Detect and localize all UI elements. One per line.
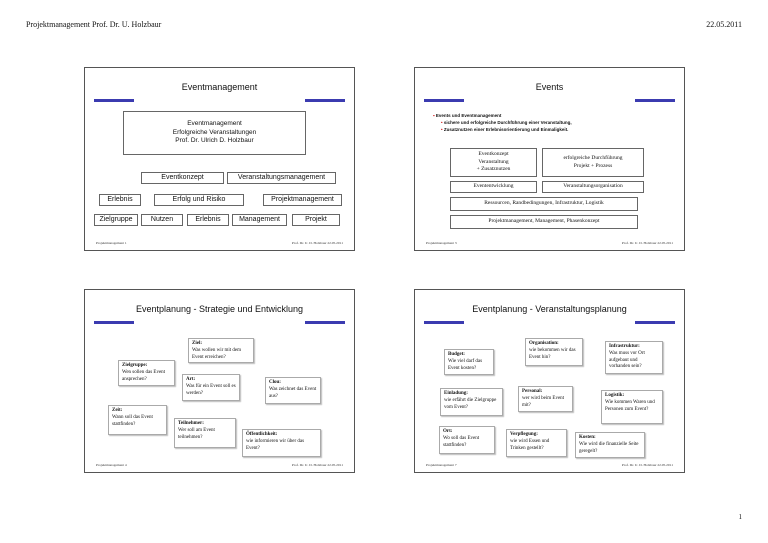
note-text: wie wird Essen und Trinken gestellt? xyxy=(510,438,550,451)
slide-footer-left: Projektmanagement 7 xyxy=(426,463,457,467)
main-box-line: Prof. Dr. Ulrich D. Holzbaur xyxy=(175,137,254,145)
note-heading: Kosten: xyxy=(579,435,596,440)
note-teilnehmer xyxy=(174,418,236,448)
note-heading: Teilnehmer: xyxy=(178,421,204,426)
slide-1 xyxy=(84,67,355,251)
note-infrastruktur xyxy=(605,341,663,374)
note-heading: Einladung: xyxy=(444,391,468,396)
note-ziel xyxy=(188,338,254,363)
note-clou xyxy=(265,377,321,404)
title-bar-left xyxy=(424,321,464,324)
note-text: Wie kommen Waren und Personen zum Event? xyxy=(605,399,655,412)
note-text: Wie wird die finanzielle Seite geregelt? xyxy=(579,441,639,454)
note-heading: Organisation: xyxy=(529,341,559,346)
box-line: erfolgreiche Durchführung xyxy=(563,155,623,162)
title-bar-right xyxy=(635,99,675,102)
note-heading: Infrastruktur: xyxy=(609,344,640,349)
note-zeit xyxy=(108,405,167,435)
note-ort xyxy=(439,426,495,454)
note-text: Was zeichnet das Event aus? xyxy=(269,386,317,399)
note-heading: Clou: xyxy=(269,380,281,385)
title-bar-left xyxy=(424,99,464,102)
box-management: Management xyxy=(232,214,287,226)
main-box-line: Eventmanagement xyxy=(187,119,242,127)
note-text: Wann soll das Event stattfinden? xyxy=(112,414,153,427)
title-bar-right xyxy=(305,99,345,102)
slide-footer-left: Projektmanagement 4 xyxy=(96,463,127,467)
page-number: 1 xyxy=(738,513,742,521)
box-durchfuehrung xyxy=(542,148,644,177)
slide-title: Events xyxy=(535,82,564,92)
note-text: Was muss vor Ort aufgebaut und vorhanden sein? xyxy=(609,350,645,370)
note-heading: Budget: xyxy=(448,352,465,357)
note-verpflegung xyxy=(506,429,567,457)
box-eventkonzept: Eventkonzept xyxy=(141,172,224,184)
bullet-sub: • Zusatznutzen einer Erlebnisorientierung und Einmaligkeit. xyxy=(441,126,569,132)
note-heading: Öffentlichkeit: xyxy=(246,432,278,437)
slide-title: Eventmanagement xyxy=(181,82,258,92)
note-logistik xyxy=(601,390,663,424)
bullet-main: ▪ Events und Eventmanagement xyxy=(433,113,502,118)
box-projektmanagement: Projektmanagement, Management, Phasenkonzept xyxy=(450,215,638,229)
note-heading: Logistik: xyxy=(605,393,625,398)
box-nutzen: Nutzen xyxy=(141,214,183,226)
note-heading: Ort: xyxy=(443,429,453,434)
box-erlebnis: Erlebnis xyxy=(99,194,141,206)
note-text: wer wird beim Event mit? xyxy=(522,395,565,408)
box-line: Veranstaltung xyxy=(478,158,509,165)
note-text: Wie viel darf das Event kosten? xyxy=(448,358,483,371)
slide-footer-left: Projektmanagement 1 xyxy=(96,241,127,245)
note-heading: Zeit: xyxy=(112,408,123,413)
title-bar-left xyxy=(94,321,134,324)
note-text: wie erfährt die Zielgruppe vom Event? xyxy=(444,397,497,410)
note-einladung xyxy=(440,388,503,416)
box-line: Eventkonzept xyxy=(478,151,509,158)
note-heading: Zielgruppe: xyxy=(122,363,148,368)
title-bar-left xyxy=(94,99,134,102)
box-projekt: Projekt xyxy=(292,214,340,226)
box-line: Projekt + Prozess xyxy=(573,162,613,169)
box-evententwicklung: Evententwicklung xyxy=(450,181,537,193)
slide-footer-left: Projektmanagement 3 xyxy=(426,241,457,245)
note-art xyxy=(182,374,240,401)
box-projektmanagement: Projektmanagement xyxy=(263,194,342,206)
slide-title: Eventplanung - Veranstaltungsplanung xyxy=(472,304,627,314)
title-bar-right xyxy=(635,321,675,324)
box-line: + Zusatznutzen xyxy=(476,166,511,173)
box-zielgruppe: Zielgruppe xyxy=(94,214,138,226)
title-bar-right xyxy=(305,321,345,324)
slide-footer-right: Prof. Dr. U. D. Holzbaur 22.05.2011 xyxy=(621,463,673,467)
note-heading: Ziel: xyxy=(192,341,202,346)
main-box-line: Erfolgreiche Veranstaltungen xyxy=(172,128,257,136)
note-organisation xyxy=(525,338,583,366)
note-text: wie informieren wir über das Event? xyxy=(246,438,305,451)
note-text: Wer soll am Event teilnehmen? xyxy=(178,427,215,440)
bullet-main-text: Events und Eventmanagement xyxy=(435,113,502,118)
note-text: Wen sollen das Event ansprechen? xyxy=(122,369,166,382)
bullet-sub-text: sichere und erfolgreiche Durchführung einer Veranstaltung, xyxy=(443,119,572,125)
note-heading: Verpflegung: xyxy=(510,432,538,437)
note-budget xyxy=(444,349,494,375)
slide-footer-right: Prof. Dr. U. D. Holzbaur 22.05.2011 xyxy=(291,241,343,245)
slide-3 xyxy=(84,289,355,473)
box-veranstaltungsorganisation: Veranstaltungsorganisation xyxy=(542,181,644,193)
slide-2 xyxy=(414,67,685,251)
slide-4 xyxy=(414,289,685,473)
slide-title: Eventplanung - Strategie und Entwicklung xyxy=(135,304,304,314)
bullet-sub: • sichere und erfolgreiche Durchführung einer Veranstaltung, xyxy=(441,119,572,125)
bullet-list xyxy=(433,113,572,133)
box-veranstaltungsmanagement: Veranstaltungsmanagement xyxy=(227,172,336,184)
box-erfolg-und-risiko: Erfolg und Risiko xyxy=(154,194,244,206)
box-eventkonzept xyxy=(450,148,537,177)
header-right: 22.05.2011 xyxy=(706,20,742,29)
note-zielgruppe xyxy=(118,360,175,386)
slide-footer-right: Prof. Dr. U. D. Holzbaur 22.05.2011 xyxy=(621,241,673,245)
note-kosten xyxy=(575,432,645,458)
note-text: Wo soll das Event stattfinden? xyxy=(443,435,480,448)
header-left: Projektmanagement Prof. Dr. U. Holzbaur xyxy=(26,20,162,29)
bullet-sub-text: Zusatznutzen einer Erlebnisorientierung und Einmaligkeit. xyxy=(443,126,569,132)
note-text: Was wollen wir mit dem Event erreichen? xyxy=(192,347,242,360)
note-text: wie bekommen wir das Event hin? xyxy=(529,347,576,360)
box-ressourcen: Ressourcen, Randbedingungen, Infrastruktur, Logistik xyxy=(450,197,638,211)
note-heading: Personal: xyxy=(522,389,543,394)
note-personal xyxy=(518,386,573,412)
note-text: Was für ein Event soll es werden? xyxy=(186,383,236,396)
slide-footer-right: Prof. Dr. U. D. Holzbaur 22.05.2011 xyxy=(291,463,343,467)
box-erlebnis-2: Erlebnis xyxy=(187,214,229,226)
note-heading: Art: xyxy=(186,377,196,382)
main-title-box xyxy=(123,111,306,155)
note-oeffentlichkeit xyxy=(242,429,321,457)
